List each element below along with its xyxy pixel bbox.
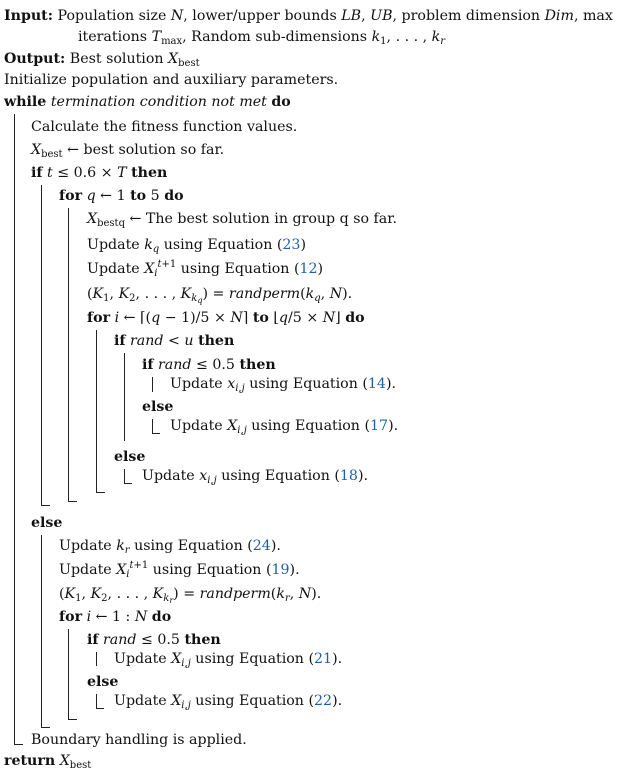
update-xij-21-line: Update $X_{i,j}$ using Equation (21). bbox=[114, 651, 343, 669]
randperm-line-2: ($K_1$, $K_2$, . . . , $K_{k_r}$) = $randperm(k_r$, N). bbox=[59, 586, 322, 605]
for-i-block-bar-1 bbox=[96, 330, 97, 492]
boundary-line: Boundary handling is applied. bbox=[31, 732, 247, 748]
update-xij-17-line: Update $X_{i,j}$ using Equation (17). bbox=[170, 418, 399, 436]
inner-bar-4 bbox=[96, 652, 97, 666]
else-block-end bbox=[41, 727, 50, 728]
inner-bar-1 bbox=[152, 377, 153, 392]
else-line-rand-u: else bbox=[114, 449, 146, 465]
inner-end-3 bbox=[124, 483, 132, 484]
inner-bar-5 bbox=[96, 694, 97, 708]
xbest-line: $X_{best}$ ← best solution so far. bbox=[31, 142, 225, 160]
for-i-line-2: for i ← 1 : N do bbox=[59, 609, 172, 625]
best-in-group-text: The best solution in group q so far. bbox=[145, 211, 397, 227]
randperm-line-1: ($K_1$, $K_2$, . . . , $K_{k_q}$) = $randperm(k_q$, N). bbox=[87, 286, 353, 305]
while-line bbox=[4, 93, 291, 111]
update-kr-line: Update $k_r$ using Equation (24). bbox=[59, 538, 281, 556]
else-block-bar bbox=[41, 535, 42, 727]
eq-ref-22[interactable]: 22 bbox=[314, 693, 333, 709]
if-block-end bbox=[41, 505, 50, 506]
xbest-text: best solution so far. bbox=[83, 142, 225, 158]
xbestq-line: $X_{bestq}$ ← The best solution in group q so far. bbox=[87, 211, 397, 229]
output-label: Output: bbox=[4, 51, 66, 67]
input-line-1: Input: Population size N, lower/upper bounds LB, UB, problem dimension Dim, max bbox=[4, 8, 613, 24]
if-rand-half-line-2: if rand ≤ 0.5 then bbox=[87, 632, 221, 648]
while-keyword: while bbox=[4, 94, 47, 110]
return-keyword: return bbox=[4, 753, 56, 769]
else-keyword: else bbox=[142, 399, 174, 415]
else-line-t: else bbox=[31, 515, 63, 531]
eq-ref-18[interactable]: 18 bbox=[339, 468, 358, 484]
inner-end-5 bbox=[96, 708, 104, 709]
if-rand-half-line-1: if rand ≤ 0.5 then bbox=[142, 357, 276, 373]
return-line: return $X_{best}$ bbox=[4, 753, 92, 771]
calc-fitness-line: Calculate the fitness function values. bbox=[31, 119, 298, 135]
for-i-block-bar-2 bbox=[68, 629, 69, 719]
update-xij-14-line: Update $x_{i,j}$ using Equation (14). bbox=[170, 376, 397, 394]
for-i-block-end-1 bbox=[96, 492, 105, 493]
eq-ref-12[interactable]: 12 bbox=[299, 261, 318, 277]
eq-ref-19[interactable]: 19 bbox=[271, 562, 290, 578]
eq-ref-21[interactable]: 21 bbox=[314, 651, 333, 667]
for-i-line-1: for i ← ⌈(q − 1)/5 × N⌉ to ⌊q/5 × N⌋ do bbox=[87, 310, 365, 326]
if-rand-u-bar bbox=[124, 353, 125, 441]
output-line: Output: Best solution $X_{best}$ bbox=[4, 51, 200, 69]
eq-ref-17[interactable]: 17 bbox=[370, 418, 389, 434]
inner-bar-2 bbox=[152, 419, 153, 433]
while-condition: termination condition not met bbox=[50, 94, 267, 110]
for-i-block-end-2 bbox=[68, 719, 77, 720]
eq-ref-24[interactable]: 24 bbox=[252, 538, 271, 554]
inner-end-2 bbox=[152, 433, 160, 434]
inner-bar-3 bbox=[124, 469, 125, 483]
update-xi-line-1: Update $X_i^{t+1}$ using Equation (12) bbox=[87, 259, 324, 279]
update-xi-line-2: Update $X_i^{t+1}$ using Equation (19). bbox=[59, 560, 300, 580]
input-label: Input: bbox=[4, 8, 53, 24]
update-kq-line: Update $k_q$ using Equation (23) bbox=[87, 237, 307, 255]
if-t-line: if t ≤ 0.6 × T then bbox=[31, 165, 168, 181]
for-q-block-bar bbox=[68, 208, 69, 501]
for-q-line: for q ← 1 to 5 do bbox=[59, 188, 184, 204]
for-q-block-end bbox=[68, 501, 77, 502]
update-xij-22-line: Update $X_{i,j}$ using Equation (22). bbox=[114, 693, 343, 711]
eq-ref-14[interactable]: 14 bbox=[367, 376, 386, 392]
else-line-inner-1 bbox=[142, 398, 173, 416]
if-block-bar bbox=[41, 185, 42, 505]
do-keyword: do bbox=[271, 94, 291, 110]
while-block-bar bbox=[14, 114, 15, 744]
else-line-inner-2: else bbox=[87, 674, 119, 690]
if-rand-u-line: if rand < u then bbox=[114, 333, 235, 349]
init-line: Initialize population and auxiliary parameters. bbox=[4, 72, 339, 88]
while-block-end bbox=[14, 744, 23, 745]
eq-ref-23[interactable]: 23 bbox=[282, 237, 301, 253]
input-line-2: iterations $T_{max}$, Random sub-dimensions $k_1$, . . . , $k_r$ bbox=[78, 29, 446, 47]
update-xij-18-line: Update $x_{i,j}$ using Equation (18). bbox=[142, 468, 369, 486]
